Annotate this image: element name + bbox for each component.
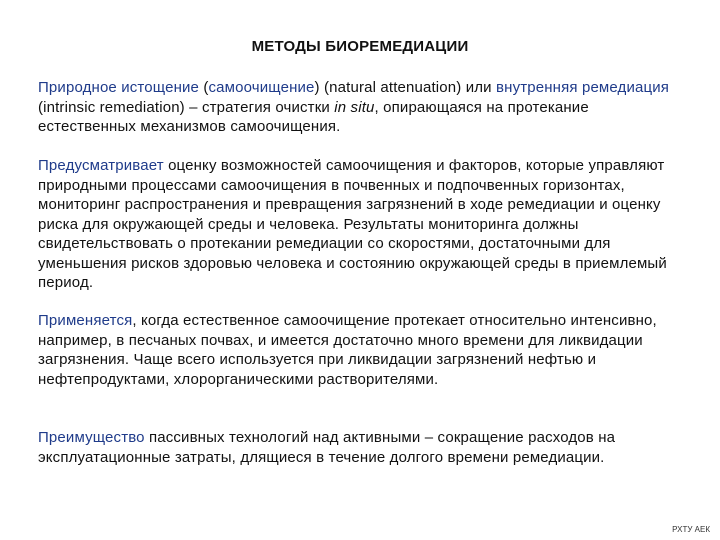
term-advantage: Преимущество (38, 429, 145, 446)
paragraph-provides (38, 156, 688, 293)
paragraph-text: (intrinsic remediation) – стратегия очистки (38, 98, 335, 116)
paragraph-text: , опирающаяся на протекание естественных механизмов самоочищения. (38, 98, 589, 135)
term-intrinsic-remediation: внутренняя ремедиация (496, 79, 670, 96)
term-applied: Применяется (38, 312, 133, 329)
paragraph-text: ) (natural attenuation) или (314, 79, 497, 96)
footer-credit: РХТУ АЕК (672, 525, 710, 534)
term-provides: Предусматривает (38, 157, 164, 174)
paragraph-advantage (38, 428, 688, 467)
term-natural-attenuation: Природное истощение (38, 79, 200, 96)
paragraph-text: оценку возможностей самоочищения и факторов, которые управляют природными процессами самоочищения в почвенных и подпочвенных горизонтах, мониторинг распространения и превращения загрязнений в ходе ремедиации и оценку риска для окружающей среды и человека. Результаты мониторинга должны свидетельствовать о протекании ремедиации со скоростями, достаточными для уменьшения рисков здоровью человека и состоянию окружающей среды в приемлемый период. (38, 157, 667, 291)
slide-title: МЕТОДЫ БИОРЕМЕДИАЦИИ (251, 38, 469, 55)
paragraph-applied (38, 311, 688, 389)
paragraph-text: пассивных технологий над активными – сокращение расходов на эксплуатационные затраты, длящиеся в течение долгого времени ремедиации. (38, 429, 616, 466)
paragraph-text: , когда естественное самоочищение протекает относительно интенсивно, например, в песчаных почвах, и имеется достаточно много времени для ликвидации загрязнения. Чаще всего используется при ликвидации загрязнений нефтью и нефтепродуктами, хлорорганическими растворителями. (38, 312, 657, 388)
paragraph-natural-attenuation (38, 78, 688, 137)
in-situ-text: in situ (334, 98, 375, 116)
paragraph-text: ( (199, 79, 209, 96)
term-self-purification: самоочищение (208, 79, 315, 96)
